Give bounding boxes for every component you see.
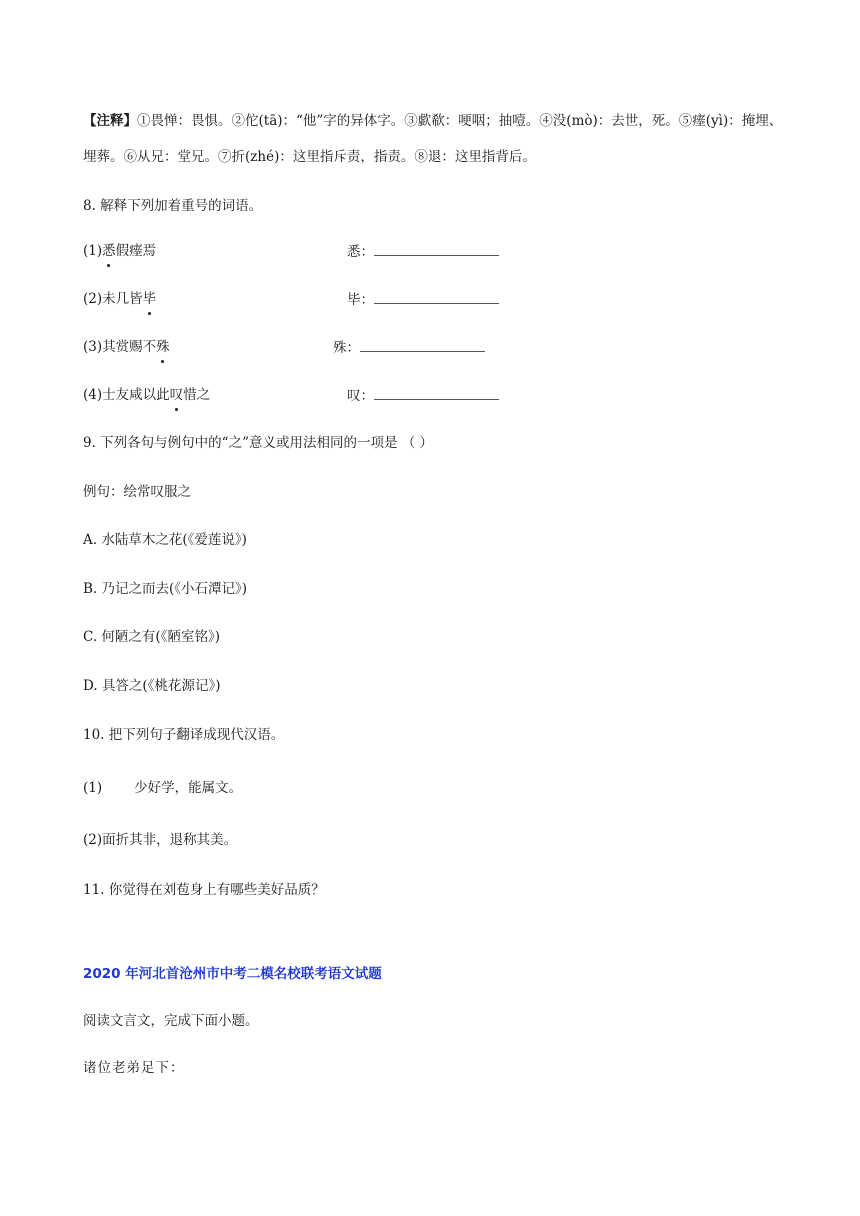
annotation-tag: 【注释】 xyxy=(83,113,137,129)
answer-blank[interactable] xyxy=(374,241,499,256)
question-8-item-2: (2)未几皆毕 xyxy=(83,291,157,307)
section-instruction: 阅读文言文，完成下面小题。 xyxy=(83,1013,259,1029)
question-8-item-3: (3)其赏赐不殊 xyxy=(83,339,170,355)
emphasis-dot-char: 殊 xyxy=(156,339,170,355)
annotation-paragraph xyxy=(83,103,783,175)
question-8-stem: 8. 解释下列加着重号的词语。 xyxy=(83,198,263,214)
option-d[interactable]: D. 具答之(《桃花源记》) xyxy=(83,678,221,694)
question-9-stem: 9. 下列各句与例句中的“之”意义或用法相同的一项是 （ ） xyxy=(83,435,434,451)
question-11-stem: 11. 你觉得在刘苞身上有哪些美好品质？ xyxy=(83,882,325,898)
question-10-item-2: (2)面折其非，退称其美。 xyxy=(83,832,238,848)
option-b[interactable]: B. 乃记之而去(《小石潭记》) xyxy=(83,581,248,597)
option-c[interactable]: C. 何陋之有(《陋室铭》) xyxy=(83,629,220,645)
letter-salutation: 诸位老弟足下： xyxy=(83,1060,185,1076)
question-9-example: 例句：绘常叹服之 xyxy=(83,484,191,500)
emphasis-dot-char: 毕 xyxy=(142,291,157,307)
annotation-text: ①畏惮：畏惧。②佗(tā)：“他”字的异体字。③歔欷：哽咽；抽噎。④没(mò)：去世，死。⑤瘗(yì)：掩埋、埋葬。⑥从兄：堂兄。⑦折(zhé)：这里指斥责，指责。⑧退：这里指背后。 xyxy=(83,113,783,165)
answer-field-2[interactable]: 毕： xyxy=(347,289,499,310)
answer-field-1[interactable]: 悉： xyxy=(347,241,499,262)
section-title: 2020 年河北首沧州市中考二模名校联考语文试题 xyxy=(83,966,382,982)
answer-field-3[interactable]: 殊： xyxy=(333,337,485,358)
emphasis-dot-char: 悉 xyxy=(102,243,116,259)
answer-blank[interactable] xyxy=(374,385,499,400)
question-8-item-1: (1)悉假瘗焉 xyxy=(83,243,157,259)
question-8-item-4: (4)士友咸以此叹惜之 xyxy=(83,387,211,403)
answer-field-4[interactable]: 叹： xyxy=(347,385,499,406)
answer-blank[interactable] xyxy=(360,337,485,352)
question-10-stem: 10. 把下列句子翻译成现代汉语。 xyxy=(83,727,285,743)
option-a[interactable]: A. 水陆草木之花(《爱莲说》) xyxy=(83,532,247,548)
answer-blank[interactable] xyxy=(374,289,499,304)
question-10-item-1: (1) 少好学，能属文。 xyxy=(83,780,243,796)
emphasis-dot-char: 叹 xyxy=(169,387,184,403)
